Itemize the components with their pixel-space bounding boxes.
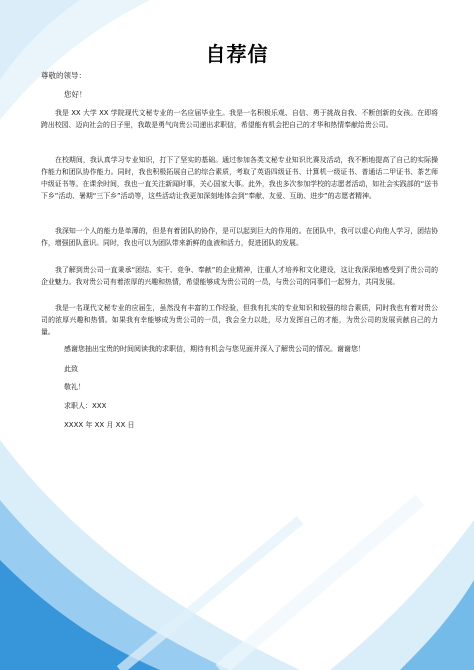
paragraph-summary: 我是一名现代文秘专业的应届生，虽然没有丰富的工作经验，但我有扎实的专业知识和较强的综合素质，同时我也有着对贵公司的浓厚兴趣和热情。如果我有幸能够成为贵公司的一员，我会全力以赴，尽力发挥自己的才能，为贵公司的发展贡献自己的力量。 [41, 304, 438, 336]
closing-line-2: 敬礼！ [64, 383, 85, 391]
greeting: 您好！ [64, 90, 87, 99]
paragraph-education: 在校期间，我认真学习专业知识，打下了坚实的基础。通过参加各类文秘专业知识比赛及活动，我不断地提高了自己的实际操作能力和团队协作能力。同时，我也积极拓展自己的综合素质，考取了英语四级证书、计算机一级证书、普通话二甲证书、茶艺师中级证书等。在课余时间，我也一直关注新闻时事，关心国家大事。此外，我也多次参加学校的志愿者活动，如社会实践部的“送书下乡”活动、暑期“三下乡”活动等，这些活动让我更加深刻地体会到“奉献、友爱、互助、进步”的志愿者精神。 [41, 156, 438, 200]
salutation: 尊敬的领导： [41, 71, 86, 80]
paragraph-teamwork: 我深知一个人的能力是单薄的，但是有着团队的协作，是可以起到巨大的作用的。在团队中，我可以虚心向他人学习，团结协作，增强团队意识。同时，我也可以为团队带来新鲜的血液和活力，促进团队的发展。 [41, 227, 438, 247]
paragraph-intro: 我是 XX 大学 XX 学院现代文秘专业的一名应届毕业生。我是一名积极乐观、自信、勇于挑战自我、不断创新的女孩。在即将跨出校园、迈向社会的日子里，我敢是勇气向贵公司递出求职信，希望能有机会把自己的才华和热情奉献给贵公司。 [41, 109, 438, 129]
page-title: 自荐信 [205, 42, 269, 66]
applicant-name: 求职人：XXX [64, 402, 107, 410]
paragraph-company: 我了解到贵公司一直秉承“团结、实干、竞争、奉献”的企业精神，注重人才培养和文化建设，这让我深深地感受到了贵公司的企业魅力。我对贵公司有着浓厚的兴趣和热情，希望能够成为贵公司的一员，与贵公司的同事们一起努力，共同发展。 [41, 266, 438, 286]
closing-line-1: 此致 [64, 365, 78, 373]
thanks-line: 感谢您抽出宝贵的时间阅读我的求职信，期待有机会与您见面并深入了解贵公司的情况。谢谢您！ [64, 345, 365, 353]
letter-date: XXXX 年 XX 月 XX 日 [64, 421, 135, 429]
